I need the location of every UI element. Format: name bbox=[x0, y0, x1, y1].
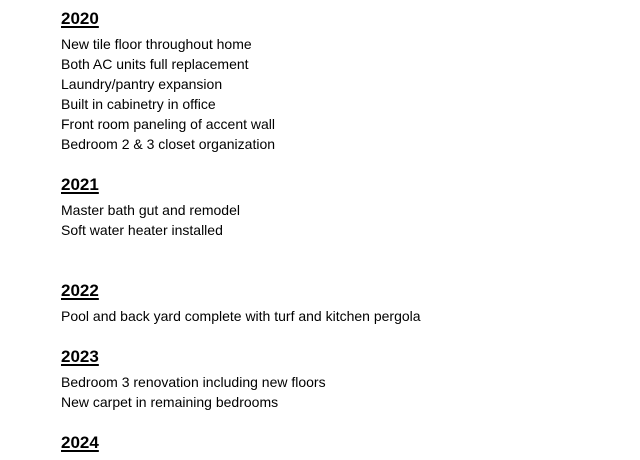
year-heading-2021: 2021 bbox=[61, 175, 99, 194]
list-item: Bedroom 3 renovation including new floors bbox=[61, 374, 326, 390]
year-heading-2020: 2020 bbox=[61, 9, 99, 28]
year-heading-2023: 2023 bbox=[61, 347, 99, 366]
year-items-2021 bbox=[61, 200, 240, 240]
list-item: New tile floor throughout home bbox=[61, 36, 252, 52]
year-items-2023 bbox=[61, 372, 326, 412]
year-items-2022 bbox=[61, 306, 421, 326]
list-item: Master bath gut and remodel bbox=[61, 202, 240, 218]
list-item: Pool and back yard complete with turf and kitchen pergola bbox=[61, 308, 421, 324]
list-item: Built in cabinetry in office bbox=[61, 96, 216, 112]
year-items-2020 bbox=[61, 34, 275, 154]
list-item: Both AC units full replacement bbox=[61, 56, 249, 72]
list-item: Soft water heater installed bbox=[61, 222, 223, 238]
list-item: Front room paneling of accent wall bbox=[61, 116, 275, 132]
year-heading-2024: 2024 bbox=[61, 433, 99, 452]
year-heading-2022: 2022 bbox=[61, 281, 99, 300]
list-item: Laundry/pantry expansion bbox=[61, 76, 223, 92]
list-item: New carpet in remaining bedrooms bbox=[61, 394, 279, 410]
list-item: Bedroom 2 & 3 closet organization bbox=[61, 136, 276, 152]
